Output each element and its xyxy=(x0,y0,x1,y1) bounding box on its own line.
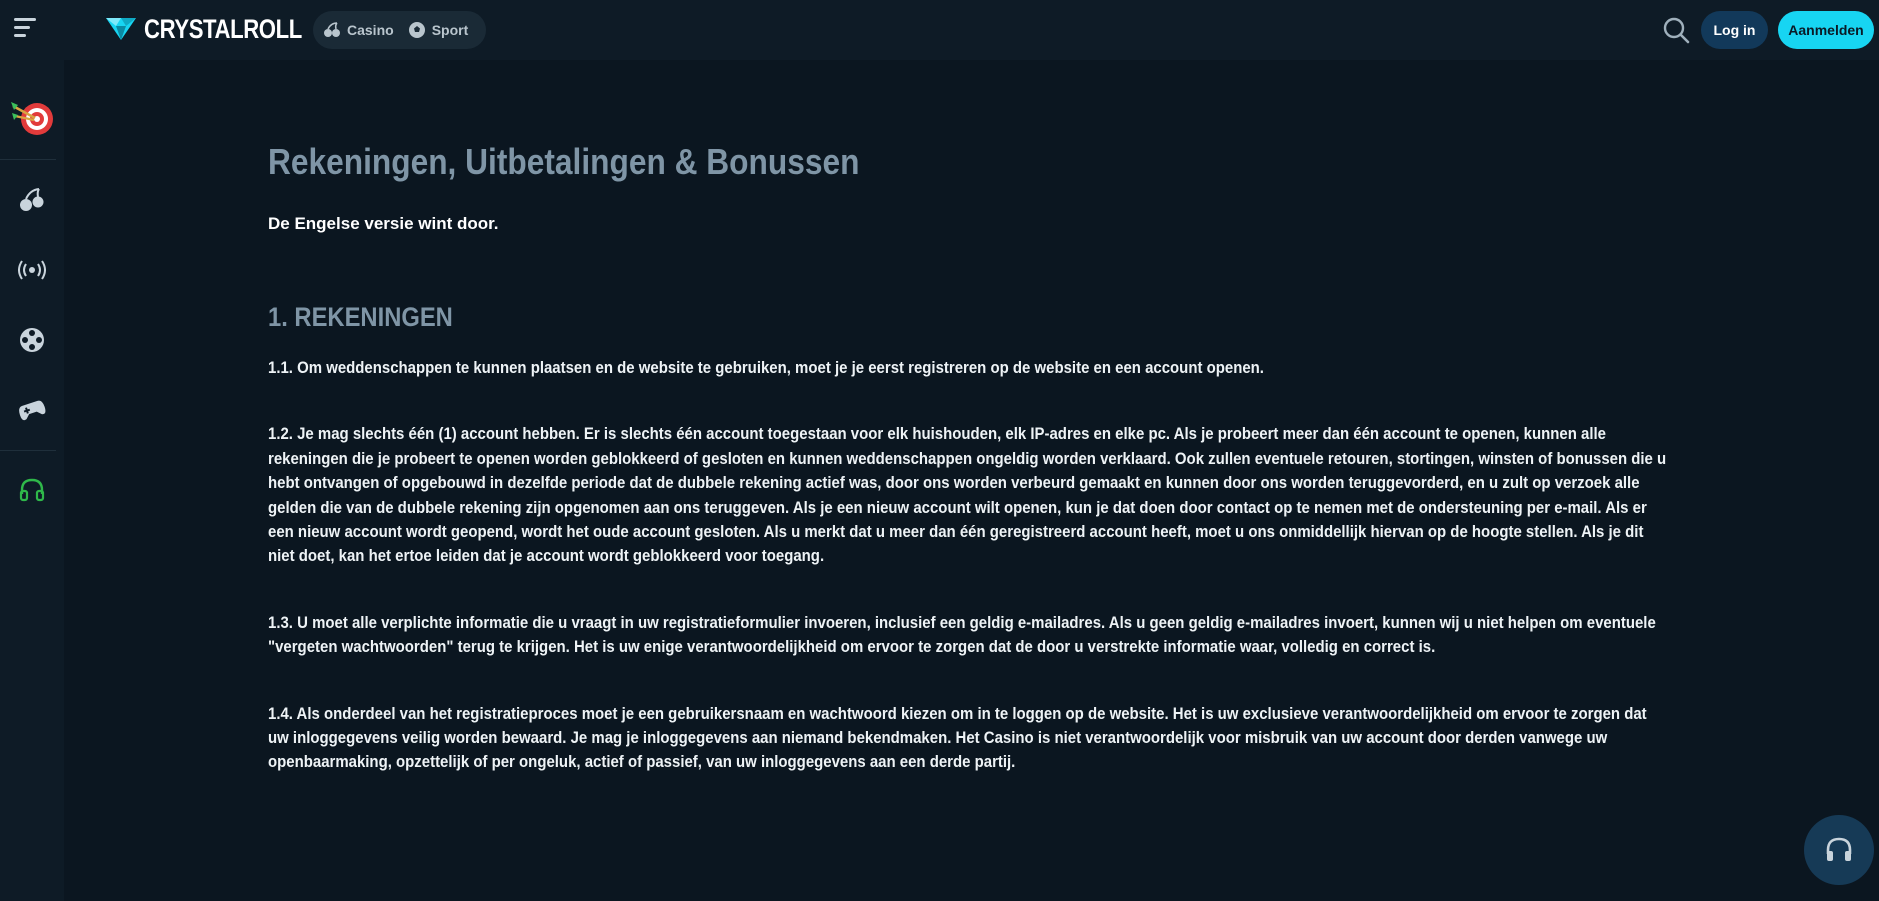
register-button[interactable]: Aanmelden xyxy=(1778,11,1874,49)
sidebar xyxy=(0,60,64,901)
tab-sport[interactable] xyxy=(408,21,469,39)
film-reel-icon xyxy=(19,327,45,353)
support-chat-button[interactable] xyxy=(1804,815,1874,885)
sidebar-item-casino[interactable] xyxy=(0,175,64,225)
sidebar-item-darts[interactable] xyxy=(0,92,64,142)
cherries-icon xyxy=(19,188,45,212)
tab-casino[interactable] xyxy=(323,22,394,38)
product-switch xyxy=(313,11,486,49)
headset-icon xyxy=(19,478,45,502)
paragraph-1-2: 1.2. Je mag slechts één (1) account hebben. Er is slechts één account toegestaan voor elk huishouden, elk IP-adres en elke pc. Als je probeert meer dan één account te openen, kunnen alle rekeningen die je probeert te openen worden geblokkeerd of gesloten en kunnen weddenschappen ongeldig worden verklaard. Ook zullen eventuele retouren, stortingen, winsten of bonussen die u hebt ontvangen of opgebouwd in dezelfde periode dat de dubbele rekening actief was, door ons worden verbeurd gemaakt en kunnen door ons worden teruggevorderd, en u zult op verzoek alle gelden die van de dubbele rekening zijn opgenomen aan ons teruggeven. Als je een nieuw account wilt openen, kun je dat doen door contact op te nemen met de ondersteuning per e-mail. Als er een nieuw account wordt geopend, wordt het oude account gesloten. Als u merkt dat u meer dan één geregistreerd account heeft, moet u ons onmiddellijk hiervan op de hoogte stellen. Als je dit niet doet, kan het ertoe leiden dat je account wordt geblokkeerd voor toegang. xyxy=(268,424,1667,566)
paragraph-1-4: 1.4. Als onderdeel van het registratieproces moet je een gebruikersnaam en wachtwoord kiezen om in te loggen op de website. Het is uw exclusieve verantwoordelijkheid om ervoor te zorgen dat uw inloggegevens veilig worden bewaard. Je mag je inloggegevens aan niemand bekendmaken. Het Casino is niet verantwoordelijk voor misbruik van uw account door derden vanwege uw openbaarmaking, opzettelijk of per ongeluk, actief of passief, van uw inloggegevens aan een derde partij. xyxy=(268,703,1647,772)
headset-icon xyxy=(1824,836,1854,864)
cherries-icon xyxy=(323,22,341,38)
login-button[interactable]: Log in xyxy=(1701,11,1768,49)
live-broadcast-icon xyxy=(18,260,46,280)
section-title: 1. REKENINGEN xyxy=(268,302,453,332)
paragraph-1-1: 1.1. Om weddenschappen te kunnen plaatsen en de website te gebruiken, moet je je eerst registreren op de website en een account openen. xyxy=(268,358,1264,377)
gamepad-icon xyxy=(18,399,46,421)
tab-casino-label: Casino xyxy=(347,22,394,38)
search-icon[interactable] xyxy=(1662,16,1690,44)
paragraph-1-3: 1.3. U moet alle verplichte informatie die u vraagt in uw registratieformulier invoeren, inclusief een geldig e-mailadres. Als u geen geldig e-mailadres invoert, kunnen wij u niet helpen om eventuele "vergeten wachtwoorden" terug te krijgen. Het is uw enige verantwoordelijkheid om ervoor te zorgen dat de door u verstrekte informatie waar, volledig en correct is. xyxy=(268,612,1656,657)
crystal-logo-icon xyxy=(104,16,138,42)
tab-sport-label: Sport xyxy=(431,22,469,38)
sidebar-item-film[interactable] xyxy=(0,315,64,365)
logo-text: CRYSTALROLL xyxy=(144,13,302,44)
terms-content xyxy=(268,140,1668,775)
sidebar-item-games[interactable] xyxy=(0,385,64,435)
sidebar-item-support[interactable] xyxy=(0,465,64,515)
dartboard-icon xyxy=(9,96,55,138)
top-header xyxy=(0,0,1879,60)
page-title: Rekeningen, Uitbetalingen & Bonussen xyxy=(268,141,860,182)
sidebar-divider xyxy=(0,159,56,160)
logo[interactable] xyxy=(104,14,336,44)
language-note: De Engelse versie wint door. xyxy=(268,214,499,233)
hamburger-menu-icon[interactable] xyxy=(14,18,38,40)
soccer-ball-icon xyxy=(408,21,426,39)
sidebar-item-live[interactable] xyxy=(0,245,64,295)
sidebar-divider xyxy=(0,450,56,451)
